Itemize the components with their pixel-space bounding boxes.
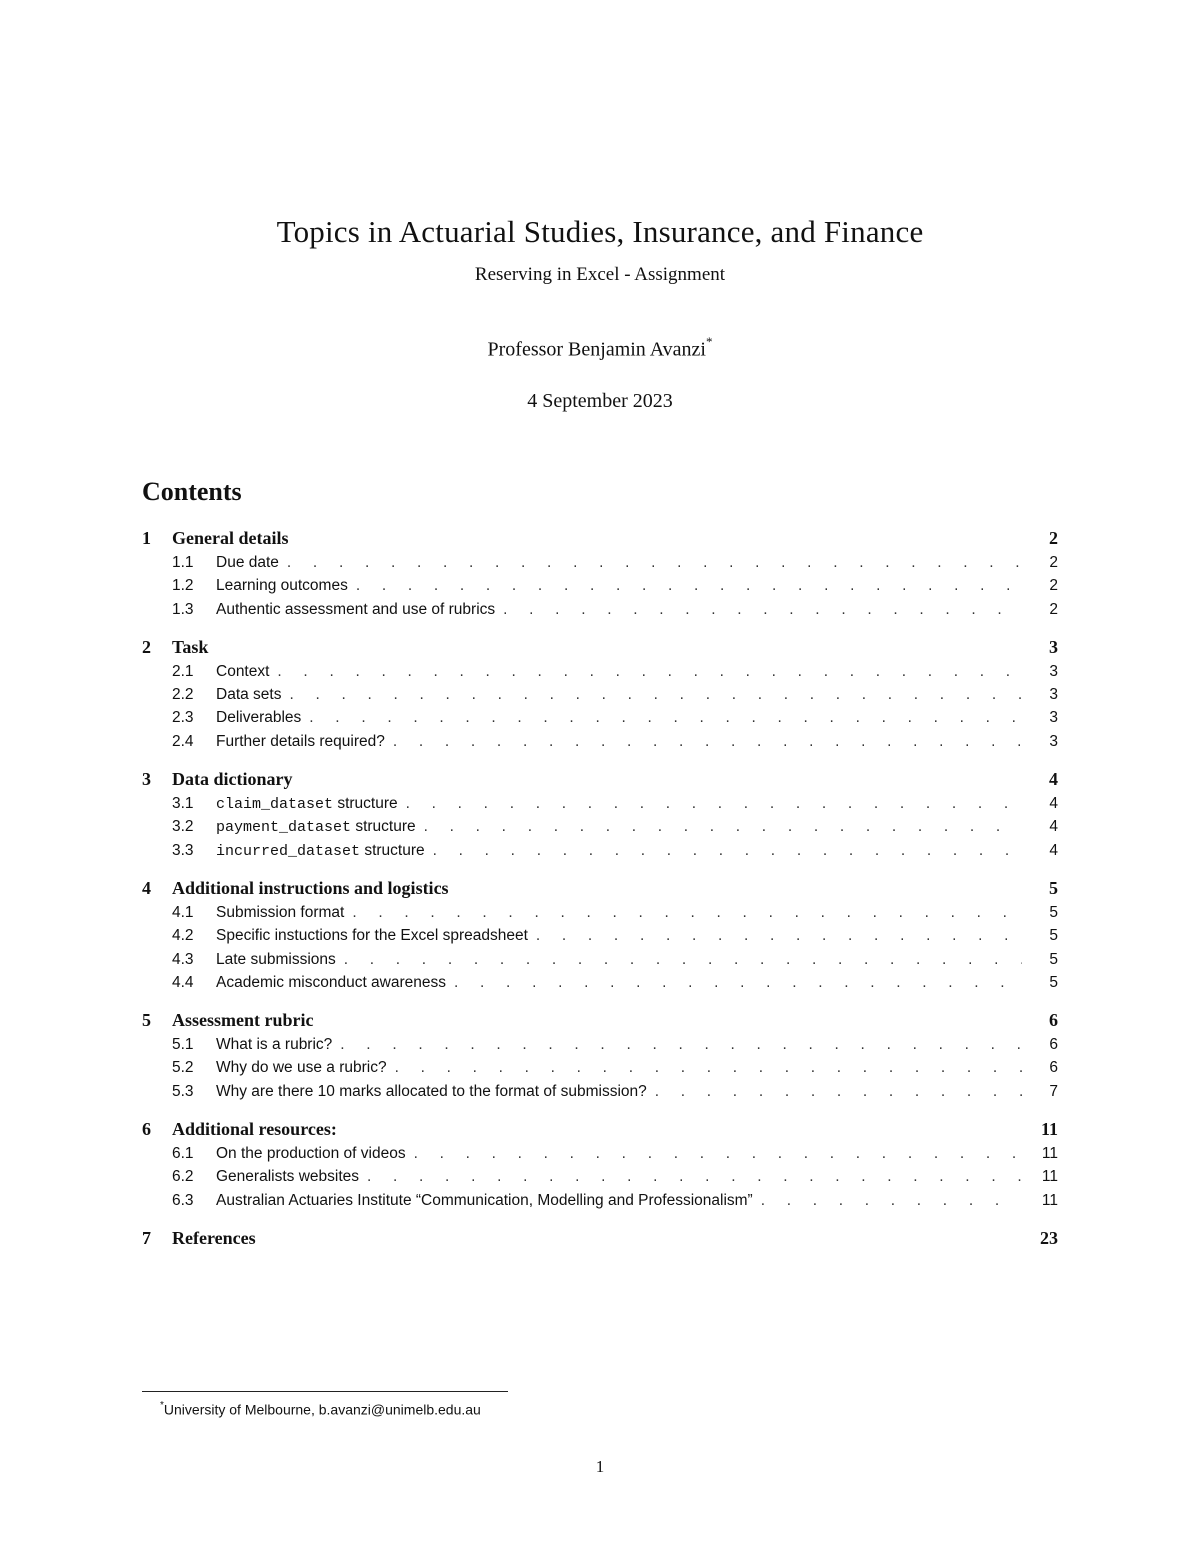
toc-dot-leader [367, 1165, 1022, 1188]
toc-page-number: 5 [1049, 903, 1058, 921]
toc-entry-incurred-dataset[interactable] [142, 839, 1058, 862]
toc-section-label: General details [172, 528, 289, 548]
toc-entry-generalists-websites[interactable] [142, 1165, 1058, 1188]
toc-entry-data-dictionary[interactable] [142, 767, 1058, 792]
toc-page-number: 2 [1049, 554, 1058, 571]
toc-dot-leader [503, 598, 1022, 621]
toc-page-number: 5 [1049, 927, 1058, 945]
toc-entry-actuaries-institute[interactable] [142, 1189, 1058, 1212]
contents-heading: Contents [142, 477, 242, 506]
toc-dot-leader [655, 1080, 1022, 1103]
toc-section-assessment-rubric [142, 1008, 1058, 1103]
toc-page-number: 11 [1041, 1191, 1058, 1209]
toc-dot-leader [454, 971, 1022, 994]
toc-subsection-number: 3.1 [172, 795, 194, 813]
toc-subsection-label: Specific instuctions for the Excel spreadsheet [216, 927, 528, 945]
toc-section-label: References [172, 1227, 256, 1248]
toc-section-label: Task [172, 636, 209, 657]
toc-dot-leader [761, 1189, 1022, 1212]
toc-section-number: 3 [142, 769, 151, 790]
author-name: Professor Benjamin Avanzi [487, 338, 706, 361]
toc-section-label: Assessment rubric [172, 1010, 314, 1031]
toc-subsection-label: Further details required? [216, 732, 385, 750]
toc-section-label: Additional instructions and logistics [172, 877, 449, 898]
toc-subsection-number: 1.3 [172, 600, 194, 618]
toc-section-number: 1 [142, 528, 151, 548]
toc-subsection-number: 2.1 [172, 662, 194, 680]
toc-page-number: 4 [1049, 795, 1058, 813]
toc-section-data-dictionary [142, 767, 1058, 862]
toc-page-number: 2 [1049, 528, 1058, 548]
toc-section-general-details [142, 526, 1058, 621]
toc-entry-production-videos[interactable] [142, 1142, 1058, 1165]
toc-section-number: 4 [142, 877, 151, 898]
toc-section-label: Additional resources: [172, 1119, 337, 1140]
toc-page-number: 11 [1041, 1168, 1058, 1186]
toc-page-number: 7 [1049, 1082, 1058, 1100]
footnote-mark: * [160, 1400, 164, 1411]
toc-dot-leader [414, 1142, 1022, 1165]
table-of-contents [142, 526, 1058, 1265]
toc-subsection-number: 5.1 [172, 1036, 194, 1054]
toc-subsection-label [216, 839, 425, 863]
toc-dot-leader [536, 924, 1022, 947]
footnote-text: University of Melbourne, b.avanzi@unimelb.edu.au [163, 1401, 481, 1418]
toc-dot-leader [406, 792, 1022, 815]
toc-entry-general-details[interactable] [142, 526, 1058, 551]
toc-dot-leader [289, 683, 1022, 706]
toc-subsection-number: 4.2 [172, 927, 194, 945]
toc-entry-references[interactable] [142, 1226, 1058, 1251]
toc-section-number: 6 [142, 1119, 151, 1140]
toc-subsection-number: 3.3 [172, 841, 194, 859]
toc-dot-leader [395, 1056, 1022, 1079]
toc-dot-leader [277, 660, 1022, 683]
toc-page-number: 2 [1049, 577, 1058, 595]
toc-dot-leader [393, 730, 1022, 753]
toc-entry-academic-misconduct[interactable] [142, 971, 1058, 994]
toc-entry-assessment-rubric[interactable] [142, 1008, 1058, 1033]
toc-entry-deliverables[interactable] [142, 706, 1058, 729]
toc-subsection-label: Why are there 10 marks allocated to the format of submission? [216, 1082, 647, 1100]
toc-entry-format-marks[interactable] [142, 1080, 1058, 1103]
toc-page-number: 6 [1049, 1010, 1058, 1031]
toc-dot-leader [309, 706, 1022, 729]
toc-page-number: 4 [1049, 841, 1058, 859]
toc-subsection-number: 5.2 [172, 1059, 194, 1077]
toc-subsection-label: Generalists websites [216, 1168, 360, 1186]
toc-subsection-number: 3.2 [172, 818, 194, 836]
toc-subsection-label: Authentic assessment and use of rubrics [216, 600, 496, 618]
toc-subsection-number: 6.1 [172, 1145, 194, 1163]
toc-subsection-number: 2.2 [172, 686, 194, 704]
toc-entry-further-details[interactable] [142, 730, 1058, 753]
toc-entry-due-date[interactable] [142, 551, 1058, 574]
toc-subsection-number: 1.2 [172, 577, 194, 595]
paper-title: Topics in Actuarial Studies, Insurance, and Finance [276, 214, 924, 249]
toc-page-number: 11 [1041, 1145, 1058, 1163]
toc-subsection-label [216, 815, 416, 839]
author-affiliation-footnote [160, 1397, 481, 1420]
toc-subsection-label: Australian Actuaries Institute “Communication, Modelling and Professionalism” [216, 1191, 753, 1209]
toc-page-number: 4 [1049, 818, 1058, 836]
toc-entry-additional-resources[interactable] [142, 1117, 1058, 1142]
toc-subsection-number: 4.3 [172, 950, 194, 968]
toc-section-task [142, 635, 1058, 753]
toc-label-suffix: structure [351, 818, 416, 836]
toc-subsection-label: Deliverables [216, 709, 302, 727]
toc-page-number: 11 [1040, 1119, 1058, 1140]
toc-subsection-label: Due date [216, 554, 279, 571]
toc-dot-leader [352, 901, 1022, 924]
toc-subsection-number: 6.3 [172, 1191, 194, 1209]
toc-page-number: 3 [1049, 732, 1058, 750]
paper-date: 4 September 2023 [527, 390, 673, 412]
toc-entry-task[interactable] [142, 635, 1058, 660]
toc-dot-leader [287, 551, 1022, 574]
toc-subsection-label: Late submissions [216, 950, 336, 968]
paper-subtitle: Reserving in Excel - Assignment [474, 264, 726, 285]
toc-subsection-number: 2.4 [172, 732, 194, 750]
toc-entry-submission-format[interactable] [142, 901, 1058, 924]
author-footnote-mark[interactable]: * [705, 334, 713, 349]
toc-section-number: 5 [142, 1010, 151, 1031]
toc-page-number: 6 [1049, 1036, 1058, 1054]
toc-page-number: 5 [1049, 877, 1058, 898]
toc-page-number: 3 [1049, 709, 1058, 727]
toc-subsection-label: What is a rubric? [216, 1036, 333, 1054]
toc-section-label: Data dictionary [172, 769, 293, 790]
toc-section-additional-resources [142, 1117, 1058, 1212]
toc-subsection-number: 1.1 [172, 554, 194, 571]
toc-dot-leader [356, 574, 1022, 597]
toc-label-suffix: structure [360, 841, 425, 859]
toc-entry-why-rubric[interactable] [142, 1056, 1058, 1079]
toc-entry-learning-outcomes[interactable] [142, 574, 1058, 597]
toc-subsection-label: Data sets [216, 686, 282, 704]
toc-dot-leader [424, 815, 1022, 838]
toc-page-number: 3 [1049, 686, 1058, 704]
toc-subsection-label: Submission format [216, 903, 345, 921]
toc-subsection-label: On the production of videos [216, 1145, 406, 1163]
toc-dot-leader [433, 839, 1022, 862]
dataset-code-name: claim_dataset [216, 796, 334, 814]
toc-page-number: 23 [1040, 1227, 1058, 1248]
toc-page-number: 6 [1049, 1059, 1058, 1077]
toc-section-number: 2 [142, 636, 151, 657]
toc-dot-leader [340, 1033, 1022, 1056]
toc-subsection-number: 5.3 [172, 1082, 194, 1100]
toc-entry-late-submissions[interactable] [142, 948, 1058, 971]
dataset-code-name: payment_dataset [216, 819, 352, 837]
dataset-code-name: incurred_dataset [216, 842, 361, 860]
toc-page-number: 2 [1049, 600, 1058, 618]
toc-page-number: 3 [1049, 662, 1058, 680]
toc-page-number: 5 [1049, 950, 1058, 968]
toc-entry-data-sets[interactable] [142, 683, 1058, 706]
toc-subsection-number: 6.2 [172, 1168, 194, 1186]
toc-page-number: 3 [1049, 636, 1058, 657]
toc-section-references [142, 1226, 1058, 1251]
page-number: 1 [595, 1457, 605, 1476]
toc-entry-context[interactable] [142, 660, 1058, 683]
toc-subsection-label: Why do we use a rubric? [216, 1059, 387, 1077]
toc-subsection-label: Academic misconduct awareness [216, 973, 447, 991]
toc-page-number: 5 [1049, 973, 1058, 991]
toc-dot-leader [344, 948, 1022, 971]
toc-section-number: 7 [142, 1227, 151, 1248]
toc-entry-claim-dataset[interactable] [142, 792, 1058, 815]
toc-subsection-label: Learning outcomes [216, 577, 348, 595]
toc-subsection-number: 4.4 [172, 973, 194, 991]
author-line [0, 330, 1200, 364]
toc-section-additional-instructions [142, 876, 1058, 994]
toc-subsection-label: Context [216, 662, 270, 680]
toc-entry-authentic-assessment[interactable] [142, 598, 1058, 621]
toc-entry-excel-instructions[interactable] [142, 924, 1058, 947]
toc-entry-payment-dataset[interactable] [142, 815, 1058, 838]
footnote-divider [142, 1391, 508, 1392]
toc-page-number: 4 [1049, 769, 1058, 790]
toc-entry-what-is-rubric[interactable] [142, 1033, 1058, 1056]
toc-label-suffix: structure [333, 795, 398, 813]
toc-subsection-label [216, 792, 398, 816]
toc-subsection-number: 2.3 [172, 709, 194, 727]
toc-subsection-number: 4.1 [172, 903, 194, 921]
toc-entry-additional-instructions[interactable] [142, 876, 1058, 901]
